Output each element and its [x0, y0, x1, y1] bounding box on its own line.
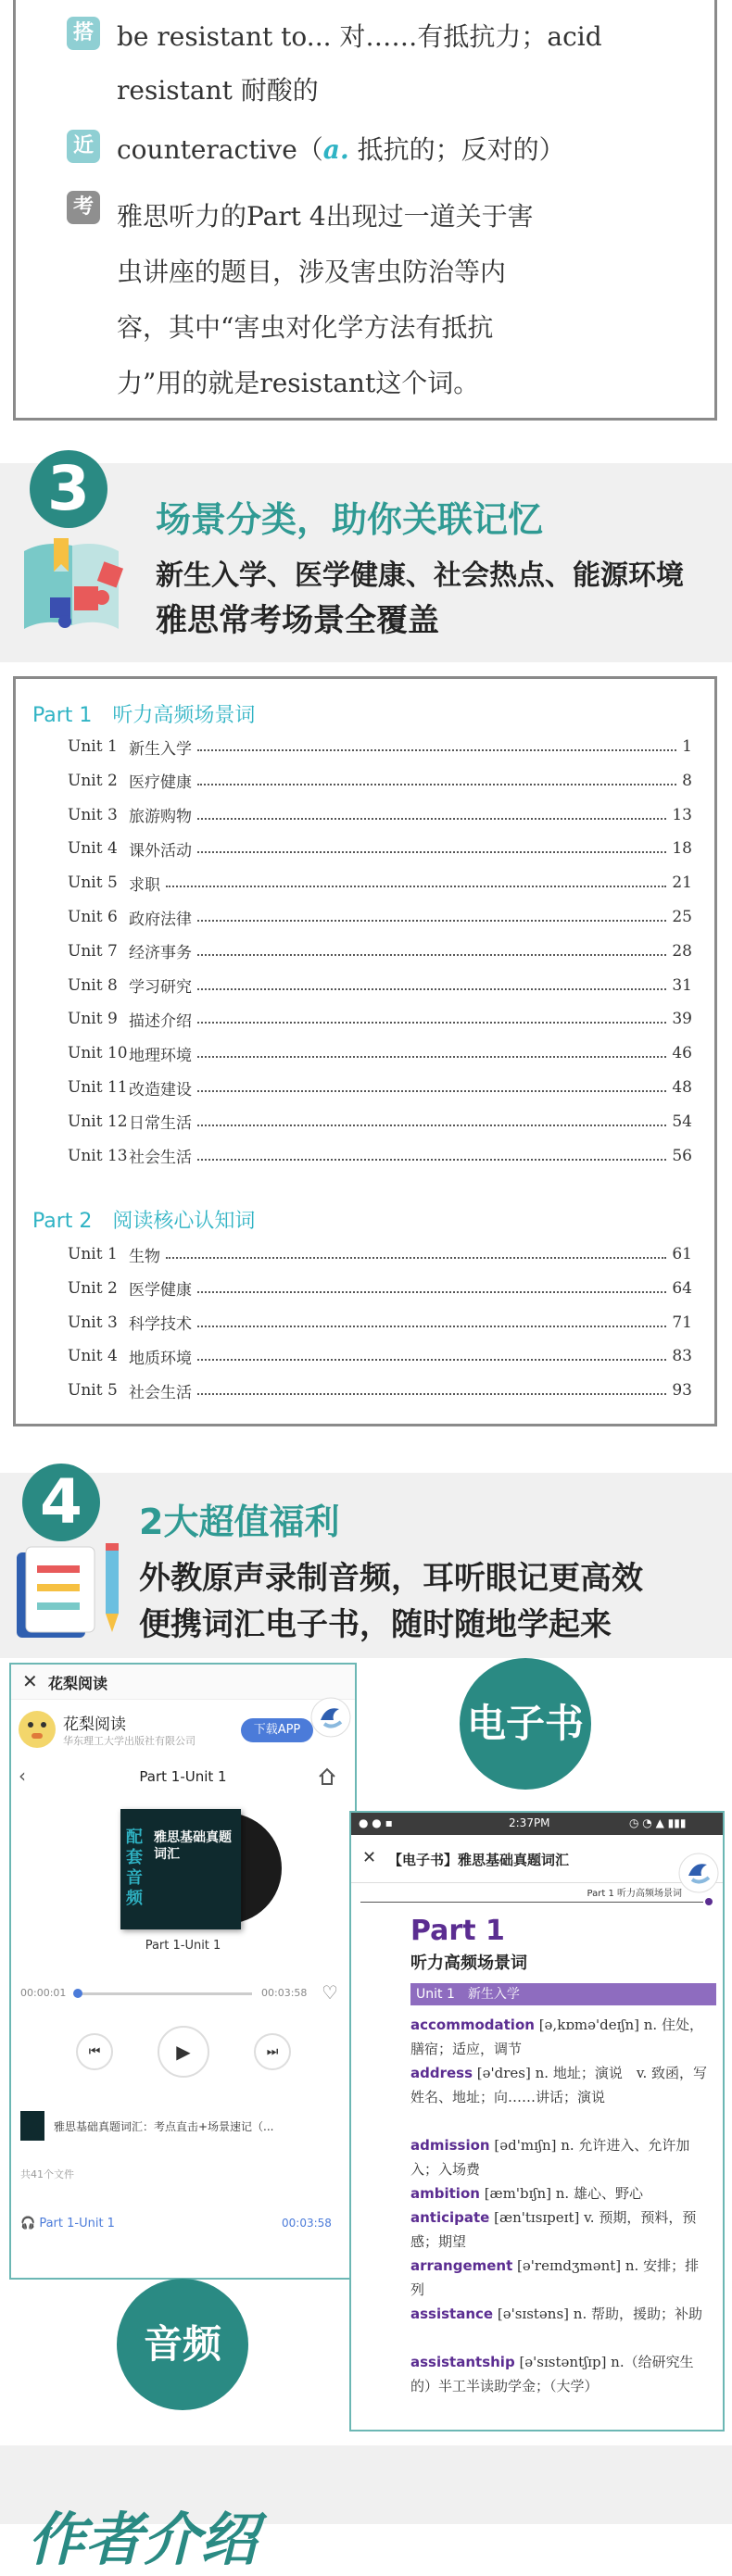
publisher-text: 华东理工大学出版社有限公司 — [63, 1735, 196, 1747]
toc-unit: Unit 11 — [68, 1078, 128, 1097]
toc-row — [68, 1309, 692, 1337]
toc-part-2-title: Part 2 阅读核心认知词 — [32, 1210, 256, 1233]
toc-unit: Unit 10 — [68, 1044, 128, 1063]
definition: [əd'mɪʃn] n. 允许进入、允许加入；入场费 — [410, 2137, 690, 2178]
definition: [æm'bɪʃn] n. 雄心、野心 — [479, 2185, 643, 2202]
toc-unit: Unit 13 — [68, 1146, 128, 1165]
close-icon[interactable]: ✕ — [362, 1848, 377, 1867]
toc-unit-name: 日常生活 — [129, 1114, 192, 1134]
time-end: 00:03:58 — [261, 1987, 308, 1999]
toc-page-number: 64 — [672, 1278, 692, 1298]
headword: ambition — [410, 2185, 480, 2202]
toc-unit: Unit 9 — [68, 1010, 118, 1029]
toc-unit-name: 求职 — [129, 875, 160, 895]
toc-row — [68, 903, 692, 931]
toc-unit: Unit 8 — [68, 975, 118, 995]
download-app-button[interactable]: 下载APP — [241, 1718, 313, 1742]
section-4-header — [0, 1466, 732, 1658]
section-3-subtitle-1: 新生入学、医学健康、社会热点、能源环境 — [156, 559, 684, 592]
toc-leader-dots — [166, 886, 666, 887]
toc-leader-dots — [197, 1159, 666, 1161]
collocation-text: be resistant to... 对……有抵抗力；acid — [117, 21, 602, 52]
toc-unit: Unit 1 — [68, 737, 118, 756]
audio-badge: 音频 — [117, 2279, 248, 2410]
exam-text: 雅思听力的Part 4出现过一道关于害 虫讲座的题目，涉及害虫防治等内 容，其中“害虫对化学方法有抵抗 力”用的就是resistant这个词。 — [117, 201, 534, 398]
definition: [ə'sɪstəntʃɪp] n.（给研究生的）半工半读助学金；（大学） — [410, 2354, 694, 2394]
previous-track-icon[interactable]: ⏮ — [76, 2033, 113, 2070]
ebook-part-subtitle: 听力高频场景词 — [410, 1954, 527, 1973]
toc-row — [68, 1240, 692, 1268]
definition: [ə,kɒmə'deɪʃn] n. 住处，膳宿；适应，调节 — [410, 2017, 703, 2057]
playlist-item[interactable]: 🎧 Part 1-Unit 1 — [20, 2217, 115, 2230]
toc-row — [68, 1376, 692, 1404]
toc-unit: Unit 1 — [68, 1245, 118, 1263]
toc-leader-dots — [197, 1393, 666, 1395]
toc-part-1-title: Part 1 听力高频场景词 — [32, 704, 256, 727]
ebook-header — [351, 1835, 723, 1883]
unit-bar: Unit 1 新生入学 — [410, 1983, 716, 2005]
toc-row — [68, 1142, 692, 1170]
toc-leader-dots — [197, 1125, 666, 1126]
section-4-number: 4 — [22, 1464, 100, 1541]
dictionary-entry — [410, 2254, 712, 2302]
file-count: 共41个文件 — [20, 2168, 74, 2180]
toc-unit-name: 课外活动 — [129, 841, 192, 861]
toc-page-number: 61 — [672, 1245, 692, 1263]
toc-unit: Unit 5 — [68, 1381, 118, 1401]
toc-unit: Unit 3 — [68, 805, 118, 824]
app-logo-icon — [19, 1711, 56, 1748]
toc-row — [68, 1074, 692, 1101]
toc-page-number: 48 — [672, 1078, 692, 1097]
toc-row — [68, 1108, 692, 1136]
progress-bar[interactable] — [76, 1992, 252, 1995]
toc-unit-name: 改造建设 — [129, 1080, 192, 1100]
toc-unit: Unit 3 — [68, 1313, 118, 1332]
heart-icon[interactable]: ♡ — [322, 1981, 338, 2004]
toc-page-number: 1 — [682, 737, 692, 756]
toc-row — [68, 937, 692, 965]
audio-app-name: 花梨阅读 — [48, 1675, 108, 1692]
signal-battery-icon: ◷ ◔ ▲ ▮▮▮ — [629, 1816, 687, 1829]
dictionary-entry — [410, 2181, 712, 2205]
toc-unit-name: 医疗健康 — [129, 773, 192, 793]
toc-page-number: 93 — [672, 1381, 692, 1401]
back-arrow-icon[interactable]: ‹ — [19, 1765, 26, 1787]
toc-page-number: 18 — [672, 839, 692, 859]
toc-page-number: 54 — [672, 1112, 692, 1131]
dictionary-entry — [410, 2061, 712, 2109]
toc-unit-name: 社会生活 — [129, 1383, 192, 1402]
running-head-rule — [360, 1902, 703, 1903]
toc-page-number: 83 — [672, 1347, 692, 1366]
section-4-title: 2大超值福利 — [139, 1502, 340, 1542]
toc-leader-dots — [197, 784, 676, 785]
tag-exam: 考 — [67, 191, 100, 224]
toc-unit-name: 学习研究 — [129, 978, 192, 998]
ebook-part-title: Part 1 — [410, 1915, 505, 1947]
toc-row — [68, 1039, 692, 1067]
section-4-subtitle-1: 外教原声录制音频，耳听眼记更高效 — [139, 1560, 643, 1597]
dictionary-entry — [410, 2133, 712, 2181]
toc-row — [68, 801, 692, 829]
track-label: Part 1-Unit 1 — [145, 1939, 221, 1953]
definition: [ə'dres] n. 地址；演说 v. 致函，写姓名、地址；向……讲话；演说 — [410, 2065, 708, 2105]
toc-leader-dots — [197, 988, 666, 990]
tag-collocation: 搭 — [67, 17, 100, 50]
toc-page-number: 13 — [672, 805, 692, 824]
album-cover — [120, 1809, 241, 1929]
toc-leader-dots — [197, 1090, 666, 1092]
toc-unit-name: 新生入学 — [129, 739, 192, 759]
running-head-dot — [705, 1898, 713, 1905]
toc-leader-dots — [197, 1056, 666, 1058]
section-3-number: 3 — [30, 450, 107, 528]
notebook-icon — [13, 1539, 129, 1651]
author-section — [0, 2445, 732, 2573]
audio-app-title: 花梨阅读 — [63, 1715, 126, 1734]
time-start: 00:00:01 — [20, 1987, 67, 1999]
section-3-subtitle-2: 雅思常考场景全覆盖 — [156, 602, 439, 639]
toc-page-number: 25 — [672, 908, 692, 926]
toc-page-number: 21 — [672, 873, 692, 893]
toc-unit: Unit 12 — [68, 1112, 128, 1131]
toc-page-number: 28 — [672, 941, 692, 961]
section-3-header — [0, 453, 732, 662]
toc-unit: Unit 7 — [68, 941, 118, 961]
app-badge-icon — [677, 1852, 720, 1894]
progress-handle[interactable] — [73, 1989, 82, 1998]
toc-unit-name: 生物 — [129, 1247, 160, 1266]
section-4-subtitle-2: 便携词汇电子书，随时随地学起来 — [139, 1606, 612, 1643]
toc-unit: Unit 2 — [68, 1278, 118, 1298]
toc-page-number: 56 — [672, 1146, 692, 1165]
toc-unit-name: 政府法律 — [129, 910, 192, 929]
toc-leader-dots — [197, 920, 666, 922]
status-bar — [351, 1813, 723, 1835]
ebook-header-title: 【电子书】雅思基础真题词汇 — [388, 1852, 570, 1868]
status-clock: 2:37PM — [509, 1816, 550, 1829]
toc-unit: Unit 4 — [68, 839, 118, 859]
toc-page-number: 71 — [672, 1313, 692, 1332]
toc-unit-name: 医学健康 — [129, 1281, 192, 1301]
running-head: Part 1 听力高频场景词 — [587, 1889, 682, 1899]
section-3-title: 场景分类，助你关联记忆 — [156, 499, 544, 540]
table-of-contents — [13, 676, 717, 1426]
dictionary-entry — [410, 2302, 712, 2326]
headword: admission — [410, 2137, 490, 2154]
toc-row — [68, 869, 692, 897]
toc-unit: Unit 6 — [68, 908, 118, 926]
definition: [ə'reɪndʒmənt] n. 安排；排列 — [410, 2257, 700, 2298]
toc-row — [68, 1005, 692, 1033]
author-title: 作者介绍 — [28, 2506, 259, 2573]
toc-unit: Unit 2 — [68, 771, 118, 790]
status-icons: ● ● ▪ — [359, 1816, 393, 1829]
toc-page-number: 8 — [682, 771, 692, 790]
ebook-badge: 电子书 — [460, 1658, 591, 1790]
toc-row — [68, 835, 692, 862]
collocation-text-cont: resistant 耐酸的 — [117, 75, 319, 106]
book-title: 雅思基础真题词汇：考点直击+场景速记（... — [54, 2120, 274, 2133]
toc-unit: Unit 4 — [68, 1347, 118, 1366]
toc-page-number: 39 — [672, 1010, 692, 1029]
toc-unit-name: 科学技术 — [129, 1315, 192, 1335]
toc-page-number: 46 — [672, 1044, 692, 1063]
headword: arrangement — [410, 2257, 513, 2274]
app-badge-icon — [309, 1696, 352, 1739]
cover-small-text: 配套音频 — [126, 1828, 143, 1908]
definition: [ə'sɪstəns] n. 帮助，援助；补助 — [493, 2306, 702, 2322]
toc-row — [68, 1275, 692, 1302]
play-button-icon[interactable]: ▶ — [158, 2026, 209, 2078]
toc-leader-dots — [197, 749, 676, 751]
audio-phone-screenshot — [9, 1663, 357, 2280]
dictionary-entry — [410, 2205, 712, 2254]
cover-title: 雅思基础真题词汇 — [154, 1830, 232, 1862]
toc-unit-name: 地理环境 — [129, 1046, 192, 1065]
toc-leader-dots — [197, 1326, 666, 1327]
toc-leader-dots — [166, 1257, 666, 1259]
definition: [æn'tɪsɪpeɪt] v. 预期，预料，预感；期望 — [410, 2209, 697, 2250]
playlist-item-time: 00:03:58 — [282, 2217, 332, 2230]
ebook-phone-screenshot — [349, 1811, 725, 2431]
toc-row — [68, 767, 692, 795]
close-icon[interactable]: ✕ — [22, 1670, 38, 1692]
toc-leader-dots — [197, 954, 666, 956]
toc-unit-name: 描述介绍 — [129, 1012, 192, 1031]
toc-leader-dots — [197, 1022, 666, 1024]
synonym-text: counteractive（a. 抵抗的；反对的） — [117, 134, 565, 165]
book-thumbnail — [20, 2111, 44, 2141]
toc-unit-name: 经济事务 — [129, 944, 192, 963]
headword: accommodation — [410, 2017, 535, 2033]
headword: assistantship — [410, 2354, 515, 2370]
toc-row — [68, 733, 692, 760]
audio-app-bar — [11, 1665, 355, 1700]
headword: anticipate — [410, 2209, 490, 2226]
headword: assistance — [410, 2306, 494, 2322]
toc-unit-name: 社会生活 — [129, 1149, 192, 1168]
puzzle-book-icon — [17, 533, 128, 639]
next-track-icon[interactable]: ⏭ — [254, 2033, 291, 2070]
toc-leader-dots — [197, 818, 666, 820]
tag-synonym: 近 — [67, 130, 100, 163]
home-icon[interactable] — [317, 1766, 337, 1787]
toc-leader-dots — [197, 851, 666, 853]
toc-unit-name: 旅游购物 — [129, 808, 192, 827]
toc-unit-name: 地质环境 — [129, 1349, 192, 1368]
toc-leader-dots — [197, 1291, 666, 1293]
headphone-icon: 🎧 — [20, 2217, 36, 2230]
dictionary-entry — [410, 2350, 712, 2398]
audio-page-title: Part 1-Unit 1 — [139, 1768, 227, 1785]
toc-leader-dots — [197, 1359, 666, 1361]
toc-unit: Unit 5 — [68, 873, 118, 893]
toc-page-number: 31 — [672, 975, 692, 995]
dictionary-entry — [410, 2013, 712, 2061]
toc-row — [68, 972, 692, 999]
headword: address — [410, 2065, 473, 2081]
toc-row — [68, 1342, 692, 1370]
